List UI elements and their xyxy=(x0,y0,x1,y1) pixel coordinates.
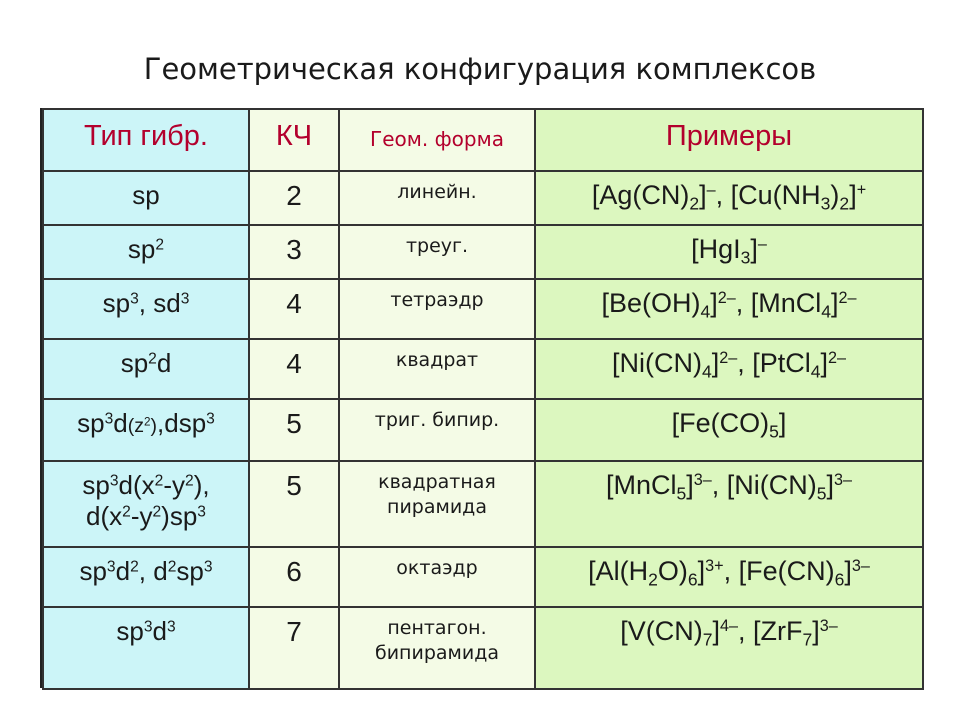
shape-cell: октаэдр xyxy=(339,547,535,607)
cn-cell: 5 xyxy=(249,461,339,547)
shape-line: квадратная xyxy=(378,471,496,493)
cn-cell: 5 xyxy=(249,399,339,461)
shape-line: пентагон. xyxy=(387,617,487,639)
cn-cell: 3 xyxy=(249,225,339,279)
examples-cell: $[Al(H_2O)_6]^{3+}$, $[Fe(CN)_6]^{3-}$ xyxy=(535,547,923,607)
shape-line: бипирамида xyxy=(374,641,499,664)
cn-cell: 6 xyxy=(249,547,339,607)
examples-cell: $[Be(OH)_4]^{2-}$, [MnCl$_4$]$^{2-}$ xyxy=(535,279,923,339)
shape-cell xyxy=(339,461,535,547)
table-row xyxy=(43,279,923,339)
table-row xyxy=(43,339,923,399)
shape-cell: тетраэдр xyxy=(339,279,535,339)
hybrid-cell: $sp^2d$ xyxy=(43,339,249,399)
table-row xyxy=(43,171,923,225)
table-row xyxy=(43,461,923,547)
cn-cell: 2 xyxy=(249,171,339,225)
table-row xyxy=(43,225,923,279)
header-hybrid-type: Тип гибр. xyxy=(43,109,249,171)
cn-cell: 4 xyxy=(249,279,339,339)
shape-cell: квадрат xyxy=(339,339,535,399)
hybrid-cell: $sp^3d^2$, $d^2sp^3$ xyxy=(43,547,249,607)
examples-cell: $[V(CN)_7]^{4-}$, $[ZrF_7]^{3-}$ xyxy=(535,607,923,689)
shape-cell xyxy=(339,607,535,689)
shape-line: пирамида xyxy=(387,495,487,518)
hybrid-cell: sp xyxy=(43,171,249,225)
table-row xyxy=(43,607,923,689)
examples-cell: [HgI$_3$]– xyxy=(535,225,923,279)
cn-cell: 7 xyxy=(249,607,339,689)
examples-cell: $[Ni(CN)_4]^{2-}$, [PtCl$_4$]$^{2-}$ xyxy=(535,339,923,399)
page-title: Геометрическая конфигурация комплексов xyxy=(143,52,817,86)
hybridization-table xyxy=(42,108,924,690)
shape-cell: линейн. xyxy=(339,171,535,225)
header-geometric-shape: Геом. форма xyxy=(339,109,535,171)
examples-cell: $[Ag(CN)_2]^-$, $[Cu(NH_3)_2]^+$ xyxy=(535,171,923,225)
hybrid-cell: $sp^3d^3$ xyxy=(43,607,249,689)
header-examples: Примеры xyxy=(535,109,923,171)
hybrid-cell: $sp^3d(z^2),dsp^3$ xyxy=(43,399,249,461)
examples-cell: [MnCl$_5$]$^{3-}$, $[Ni(CN)_5]^{3-}$ xyxy=(535,461,923,547)
table-row xyxy=(43,547,923,607)
table-header-row xyxy=(43,109,923,171)
shape-cell: треуг. xyxy=(339,225,535,279)
hybrid-cell: $sp^2$ xyxy=(43,225,249,279)
hybrid-cell: $sp^3d(x^2-y^2)$, $d(x^2-y^2)sp^3$ xyxy=(43,461,249,547)
shape-cell: триг. бипир. xyxy=(339,399,535,461)
table-row xyxy=(43,399,923,461)
cn-cell: 4 xyxy=(249,339,339,399)
hybrid-cell: $sp^3$, $sd^3$ xyxy=(43,279,249,339)
header-coordination-number: КЧ xyxy=(249,109,339,171)
examples-cell: $[Fe(CO)_5]$ xyxy=(535,399,923,461)
